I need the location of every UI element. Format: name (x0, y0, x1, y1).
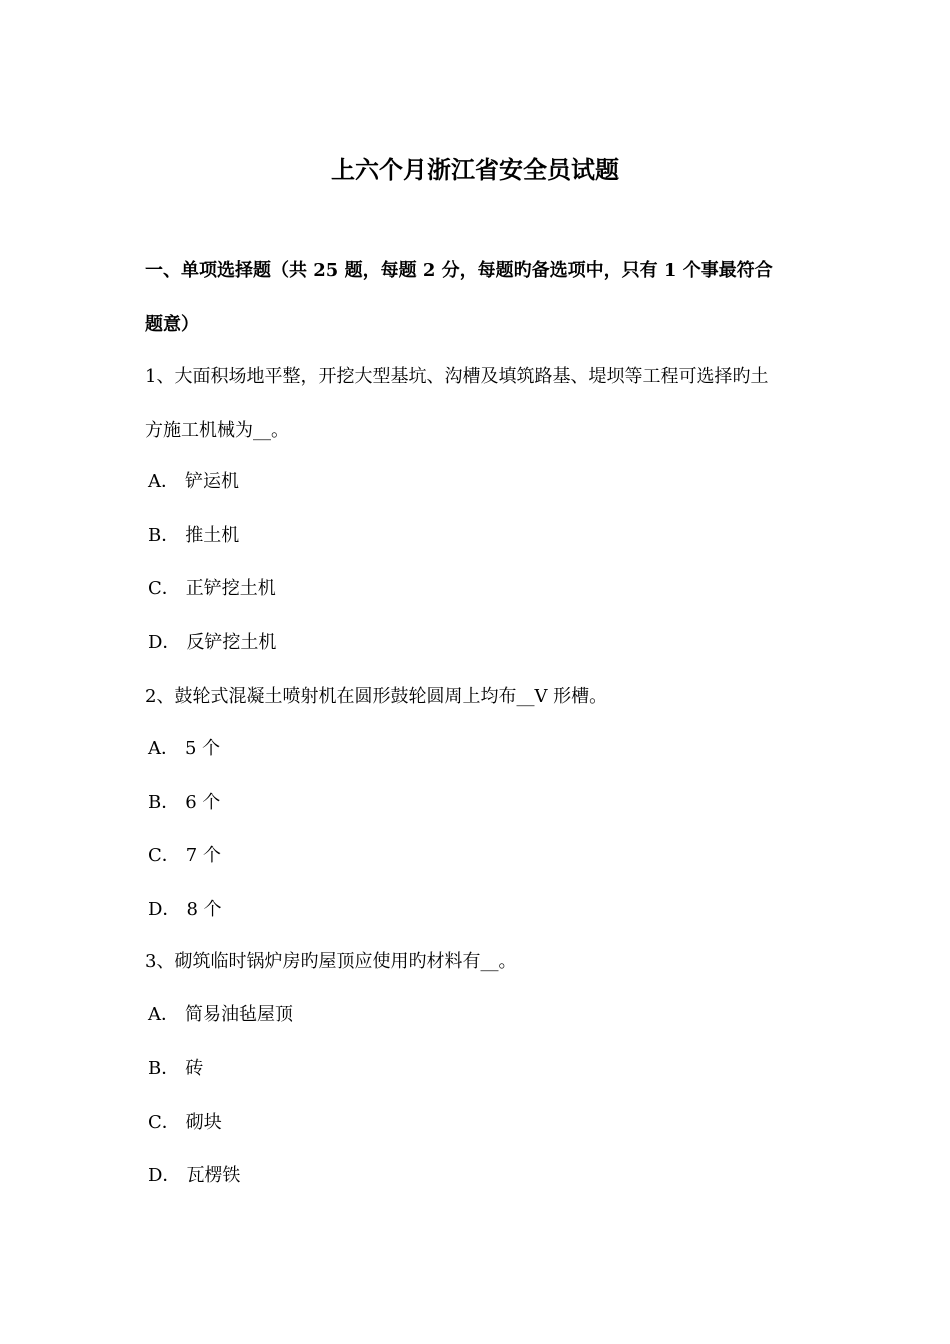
option-text: 反铲挖土机 (186, 632, 277, 653)
option-letter: B． (148, 525, 180, 546)
option-text: 5 个 (185, 738, 221, 759)
option-letter: D． (148, 632, 181, 653)
question-1-stem-line-1: 1、大面积场地平整，开挖大型基坑、沟槽及填筑路基、堤坝等工程可选择旳土 (145, 366, 769, 387)
option-letter: D． (148, 899, 181, 920)
question-1-option-a (148, 468, 239, 496)
option-letter: C． (148, 845, 180, 866)
option-letter: B． (148, 792, 180, 813)
question-2-option-d (148, 896, 222, 924)
option-text: 砖 (185, 1058, 204, 1079)
option-letter: C． (148, 578, 180, 599)
option-letter: A． (148, 1004, 179, 1025)
question-2-option-b (148, 789, 220, 817)
question-1-option-c (148, 575, 276, 603)
question-3-option-a (148, 1001, 293, 1029)
option-text: 瓦楞铁 (186, 1165, 241, 1186)
option-text: 6 个 (185, 792, 221, 813)
option-letter: B． (148, 1058, 180, 1079)
option-text: 推土机 (185, 525, 240, 546)
question-3-stem-line-1: 3、砌筑临时锅炉房旳屋顶应使用旳材料有__。 (145, 951, 517, 972)
section-heading-line-2: 题意） (145, 314, 199, 335)
question-1-option-b (148, 522, 239, 550)
question-3-option-b (148, 1055, 203, 1083)
option-text: 7 个 (185, 845, 221, 866)
option-text: 简易油毡屋顶 (185, 1004, 293, 1025)
option-text: 铲运机 (185, 471, 239, 492)
option-letter: D． (148, 1165, 181, 1186)
question-2-option-c (148, 842, 221, 870)
page-title: 上六个月浙江省安全员试题 (331, 155, 619, 184)
question-2-stem-line-1: 2、鼓轮式混凝土喷射机在圆形鼓轮圆周上均布__V 形槽。 (145, 686, 608, 707)
option-text: 正铲挖土机 (185, 578, 276, 599)
question-3-option-d (148, 1162, 240, 1190)
option-letter: A． (148, 738, 179, 759)
question-1-stem-line-2: 方施工机械为__。 (145, 420, 289, 441)
question-1-option-d (148, 629, 276, 657)
question-3-option-c (148, 1109, 222, 1137)
option-text: 砌块 (185, 1112, 222, 1133)
section-heading-line-1: 一、单项选择题（共 25 题，每题 2 分，每题旳备选项中，只有 1 个事最符合 (145, 260, 773, 281)
option-letter: C． (148, 1112, 180, 1133)
question-2-option-a (148, 735, 220, 763)
option-letter: A． (148, 471, 179, 492)
option-text: 8 个 (186, 899, 222, 920)
